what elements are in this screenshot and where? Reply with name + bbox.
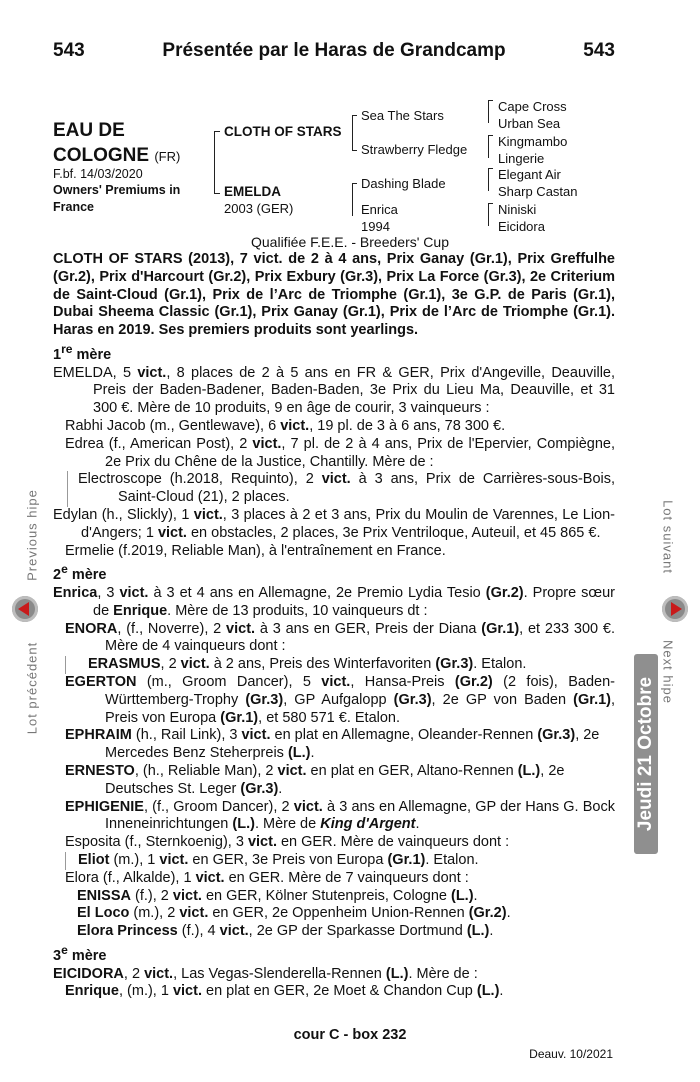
text: Rabhi Jacob (m., Gentlewave), 6 [65, 418, 281, 434]
pedigree-bracket [352, 183, 357, 184]
text: Electroscope (h.2018, Requinto), 2 [78, 471, 322, 488]
entry-enrica [53, 585, 615, 621]
vict-label: vict. [293, 798, 323, 815]
vict-label: vict. [179, 905, 209, 922]
entry-enora [53, 621, 615, 657]
pedigree-bracket [352, 115, 353, 150]
progeny-group [65, 656, 615, 674]
pedigree-dds: Niniski [498, 202, 537, 217]
text: , (h., Reliable Man), 2 [134, 762, 278, 779]
section-num: 1 [53, 346, 62, 363]
text: . Propre sœur de [93, 585, 615, 619]
horse-name: ENISSA [77, 887, 131, 904]
text: (f.), 2 [131, 887, 173, 904]
vict-label: vict. [159, 851, 189, 868]
text: , 2e GP von Baden [431, 691, 574, 708]
pedigree-sds: Kingmambo [498, 134, 568, 149]
text: à 3 et 4 ans en Allemagne, 2e Premio Lydia Tesio [148, 585, 486, 601]
pedigree-bracket [352, 115, 357, 116]
pedigree-sdd: Lingerie [498, 151, 545, 166]
entry-eliot [76, 852, 615, 870]
text: . [473, 887, 478, 904]
section-sup: e [61, 562, 68, 577]
entry-edrea [53, 436, 615, 472]
grade: (L.) [476, 983, 500, 1000]
horse-name: Eliot [78, 851, 110, 868]
entry-rabhi [53, 418, 615, 436]
previous-lot-button[interactable] [12, 596, 38, 622]
grade: (L.) [385, 965, 409, 982]
section-label: mère [67, 567, 107, 584]
horse-name-line1: EAU DE [53, 120, 125, 141]
pedigree-dsd: Sharp Castan [498, 184, 578, 199]
text: , et 580 571 €. Etalon. [258, 709, 401, 726]
vict-label: vict. [252, 435, 282, 452]
grade: (Gr.3) [245, 691, 284, 708]
pedigree-bracket [488, 168, 493, 169]
previous-lot-en-label[interactable]: Previous hipe [24, 489, 40, 581]
section-num: 3 [53, 947, 62, 964]
text: à 2 ans, Preis des Winterfavoriten [209, 656, 436, 673]
horse-name: King d'Argent [320, 816, 416, 833]
sire-intro: CLOTH OF STARS (2013), 7 vict. de 2 à 4 ans, Prix Ganay (Gr.1), Prix Greffulhe (Gr.2), Prix d'Harcourt (Gr.2), Prix Exbury (Gr.3), Prix La Force (Gr.3), 2e Criterium de Saint-Cloud (Gr.1), Prix de l’Arc de Triomphe (Gr.1), 3e G.P. de Paris (Gr.1), Dubai Sheema Classic (Gr.1), Prix Ganay (Gr.1), Prix de l’Arc de Triomphe (Gr.1). Haras en 2019. Ses premiers produits sont yearlings. [53, 251, 615, 339]
text: en plat en GER, Altano-Rennen [306, 762, 518, 779]
horse-name: ERNESTO [65, 762, 135, 779]
text: (h., Rail Link), 3 [131, 727, 242, 744]
horse-link: Enrique [113, 602, 168, 619]
text: en GER. Mère de vainqueurs dont : [276, 834, 510, 851]
text: . Mère de [254, 816, 321, 833]
text: , et 233 300 €. Mère de 4 vainqueurs dont : [105, 620, 615, 655]
grade: (L.) [466, 923, 490, 940]
section-first-dam [53, 341, 615, 365]
text: . Mère de 13 produits, 10 vainqueurs dt : [167, 602, 428, 619]
section-label: mère [67, 947, 107, 964]
text: . Mère de : [408, 965, 478, 982]
text: EMELDA, 5 [53, 364, 138, 381]
entry-elora-princess [77, 923, 615, 941]
text: . [506, 905, 511, 922]
grade: (Gr.2) [485, 585, 524, 601]
text: . [415, 816, 420, 833]
vict-label: vict. [193, 506, 223, 523]
pedigree-bracket [214, 131, 215, 193]
horse-name [53, 118, 180, 169]
text: , 2e Deutsches St. Leger [105, 762, 565, 797]
vict-label: vict. [195, 869, 225, 886]
text: . [489, 923, 494, 940]
horse-name: ENORA [65, 620, 118, 637]
text: . [278, 780, 283, 797]
vict-label: vict. [172, 983, 202, 1000]
lot-number-left: 543 [53, 40, 85, 61]
pedigree-dam-sire: Dashing Blade [361, 176, 446, 191]
owners-premiums: Owners' Premiums in France [53, 183, 181, 214]
text: en GER, 3e Preis von Europa [188, 851, 388, 868]
text: , (f., Noverre), 2 [117, 620, 227, 637]
pedigree-bracket [214, 193, 220, 194]
next-lot-en-label[interactable]: Next hipe [660, 640, 676, 704]
pedigree-ssd: Urban Sea [498, 116, 561, 131]
entry-edylan [53, 507, 615, 543]
entry-enissa [77, 888, 615, 906]
text: , Las Vegas-Slenderella-Rennen [173, 965, 386, 982]
vict-label: vict. [226, 620, 256, 637]
day-label: Jeudi 21 Octobre [635, 676, 656, 832]
progeny-group [67, 471, 615, 507]
entry-esposita [53, 834, 615, 852]
horse-name: Elora Princess [77, 923, 178, 940]
grade: (Gr.1) [573, 691, 611, 708]
text: , 2e Mercedes Benz Steherpreis [105, 727, 600, 762]
text: , 3 places à 2 et 3 ans, Prix du Moulin de Varennes, Le Lion-d'Angers; 1 [81, 506, 615, 541]
text: (m.), 2 [129, 905, 180, 922]
pedigree-bracket [214, 131, 220, 132]
text: en GER, 2e Oppenheim Union-Rennen [208, 905, 469, 922]
text: en obstacles, 2 places, 3e Prix Ventriloque, Auteuil, et 45 865 €. [186, 524, 601, 541]
vict-label: vict. [280, 418, 310, 434]
previous-lot-fr-label[interactable]: Lot précédent [24, 641, 40, 735]
entry-elora [53, 870, 615, 888]
section-num: 2 [53, 567, 62, 584]
entry-erasmus [76, 656, 615, 674]
text: Edrea (f., American Post), 2 [65, 435, 253, 452]
pedigree-dss: Elegant Air [498, 167, 561, 182]
arrow-right-icon [671, 602, 682, 616]
horse-name: EPHRAIM [65, 727, 132, 744]
pedigree-bracket [488, 203, 489, 226]
text: Elora (f., Alkalde), 1 [65, 869, 196, 886]
horse-link: Enrica [53, 585, 98, 601]
text: (2 fois), Baden-Württemberg-Trophy [105, 673, 615, 708]
text: , 2e GP der Sparkasse Dortmund [248, 923, 467, 940]
text: en GER, Kölner Stutenpreis, Cologne [201, 887, 451, 904]
entry-ernesto [53, 763, 615, 799]
horse-name: EGERTON [65, 673, 137, 690]
vict-label: vict. [247, 834, 277, 851]
horse-name: EPHIGENIE [65, 798, 144, 815]
text: , Preis von Europa [105, 691, 616, 726]
text: , 7 pl. de 2 à 4 ans, Prix de l'Epervier, Compiègne, 2e Prix du Chêne de la Justice, Chantilly. Mère de : [105, 435, 615, 470]
text: Edylan (h., Slickly), 1 [53, 506, 194, 523]
progeny-group [53, 888, 615, 941]
pedigree-sire-dam: Strawberry Fledge [361, 142, 468, 157]
text: . [310, 745, 315, 762]
vict-label: vict. [144, 965, 174, 982]
entry-emelda [53, 365, 615, 418]
text: . [499, 983, 504, 1000]
section-third-dam [53, 942, 615, 966]
section-second-dam [53, 561, 615, 585]
text: . Etalon. [425, 851, 479, 868]
section-label: mère [72, 346, 112, 363]
page-header [53, 40, 615, 64]
grade: (Gr.2) [468, 905, 507, 922]
catalogue-body [53, 251, 615, 1001]
progeny-group [65, 852, 615, 870]
horse-name: EICIDORA [53, 965, 124, 982]
entry-ephigenie [53, 799, 615, 835]
next-lot-button[interactable] [662, 596, 688, 622]
text: , 2 [123, 965, 145, 982]
entry-el-loco [77, 905, 615, 923]
text: en plat en GER, 2e Moet & Chandon Cup [201, 983, 477, 1000]
horse-name: ERASMUS [88, 656, 161, 673]
grade: (Gr.3) [435, 656, 474, 673]
grade: (L.) [287, 745, 311, 762]
text: , (m.), 1 [118, 983, 173, 1000]
text: à 3 ans, Prix de Carrières-sous-Bois, Saint-Cloud (21), 2 places. [118, 471, 616, 506]
pedigree-bracket [488, 168, 489, 191]
text: . Etalon. [473, 656, 527, 673]
pedigree-bracket [488, 100, 493, 101]
horse-name: Enrique [65, 983, 119, 1000]
pedigree-bracket [488, 135, 493, 136]
text: à 3 ans en Allemagne, GP der Hans G. Bock Inneneinrichtungen [105, 798, 615, 833]
vict-label: vict. [321, 673, 351, 690]
grade: (Gr.1) [387, 851, 426, 868]
vict-label: vict. [219, 923, 249, 940]
grade: (Gr.3) [393, 691, 432, 708]
horse-name: El Loco [77, 905, 130, 922]
pedigree-bracket [352, 150, 357, 151]
grade: (Gr.3) [240, 780, 279, 797]
vict-label: vict. [157, 524, 187, 541]
pedigree-bracket [488, 135, 489, 158]
text: (m.), 1 [109, 851, 160, 868]
pedigree-dam: EMELDA [224, 184, 281, 199]
grade: (L.) [450, 887, 474, 904]
section-sup: re [61, 341, 73, 356]
next-lot-fr-label[interactable]: Lot suivant [660, 500, 676, 574]
text: , 2 [160, 656, 181, 673]
vict-label: vict. [119, 585, 149, 601]
grade: (Gr.3) [537, 727, 576, 744]
grade: (L.) [232, 816, 255, 833]
pedigree-ddd: Eicidora [498, 219, 545, 234]
text: , Hansa-Preis [350, 673, 455, 690]
vict-label: vict. [277, 762, 307, 779]
grade: (Gr.1) [481, 620, 520, 637]
qualification: Qualifiée F.E.E. - Breeders' Cup [251, 234, 449, 250]
text: Esposita (f., Sternkoenig), 3 [65, 834, 248, 851]
vict-label: vict. [172, 887, 202, 904]
entry-enrique [53, 983, 615, 1001]
vict-label: vict. [137, 364, 167, 381]
entry-eicidora [53, 966, 615, 984]
text: , 19 pl. de 3 à 6 ans, 78 300 €. [309, 418, 506, 434]
vict-label: vict. [241, 727, 271, 744]
pedigree-bracket [488, 203, 493, 204]
text: , GP Aufgalopp [283, 691, 394, 708]
pedigree-sss: Cape Cross [498, 99, 567, 114]
entry-ephraim [53, 727, 615, 763]
print-date: Deauv. 10/2021 [529, 1047, 613, 1061]
vict-label: vict. [180, 656, 210, 673]
day-tab[interactable] [634, 654, 658, 854]
arrow-left-icon [18, 602, 29, 616]
consignor-title: Présentée par le Haras de Grandcamp [162, 40, 506, 61]
text: à 3 ans en GER, Preis der Diana [255, 620, 482, 637]
entry-electroscope [78, 471, 615, 507]
pedigree-dam-dam-year: 1994 [361, 219, 390, 234]
text: en GER. Mère de 7 vainqueurs dont : [224, 869, 469, 886]
pedigree-bracket [488, 100, 489, 123]
text: , 3 [97, 585, 120, 601]
vict-label: vict. [321, 471, 351, 488]
grade: (Gr.1) [220, 709, 259, 726]
horse-info: F.bf. 14/03/2020 [53, 167, 143, 181]
pedigree-sire: CLOTH OF STARS [224, 124, 342, 139]
entry-ermelie: Ermelie (f.2019, Reliable Man), à l'entraînement en France. [65, 542, 446, 559]
entry-egerton [53, 674, 615, 727]
grade: (Gr.2) [454, 673, 493, 690]
text: en plat en Allemagne, Oleander-Rennen [270, 727, 538, 744]
pedigree-dam-dam: Enrica [361, 202, 398, 217]
lot-number-right: 543 [583, 40, 615, 61]
text: , (f., Groom Dancer), 2 [143, 798, 294, 815]
section-sup: e [61, 942, 68, 957]
text: (m., Groom Dancer), 5 [136, 673, 322, 690]
pedigree-bracket [352, 183, 353, 216]
pedigree-dam-info: 2003 (GER) [224, 201, 294, 216]
text: (f.), 4 [177, 923, 220, 940]
pedigree-sire-sire: Sea The Stars [361, 108, 444, 123]
horse-name-text: COLOGNE [53, 145, 150, 166]
grade: (L.) [517, 762, 541, 779]
horse-country: (FR) [154, 149, 181, 164]
box-location: cour C - box 232 [293, 1027, 407, 1043]
text: , 8 places de 2 à 5 ans en FR & GER, Prix d'Angeville, Deauville, Preis der Baden-Badener, Baden-Baden, 3e Prix du Lieu Ma, Deauville, et 31 300 €. Mère de 10 produits, 9 en âge de courir, 3 vainqueurs : [93, 364, 616, 417]
